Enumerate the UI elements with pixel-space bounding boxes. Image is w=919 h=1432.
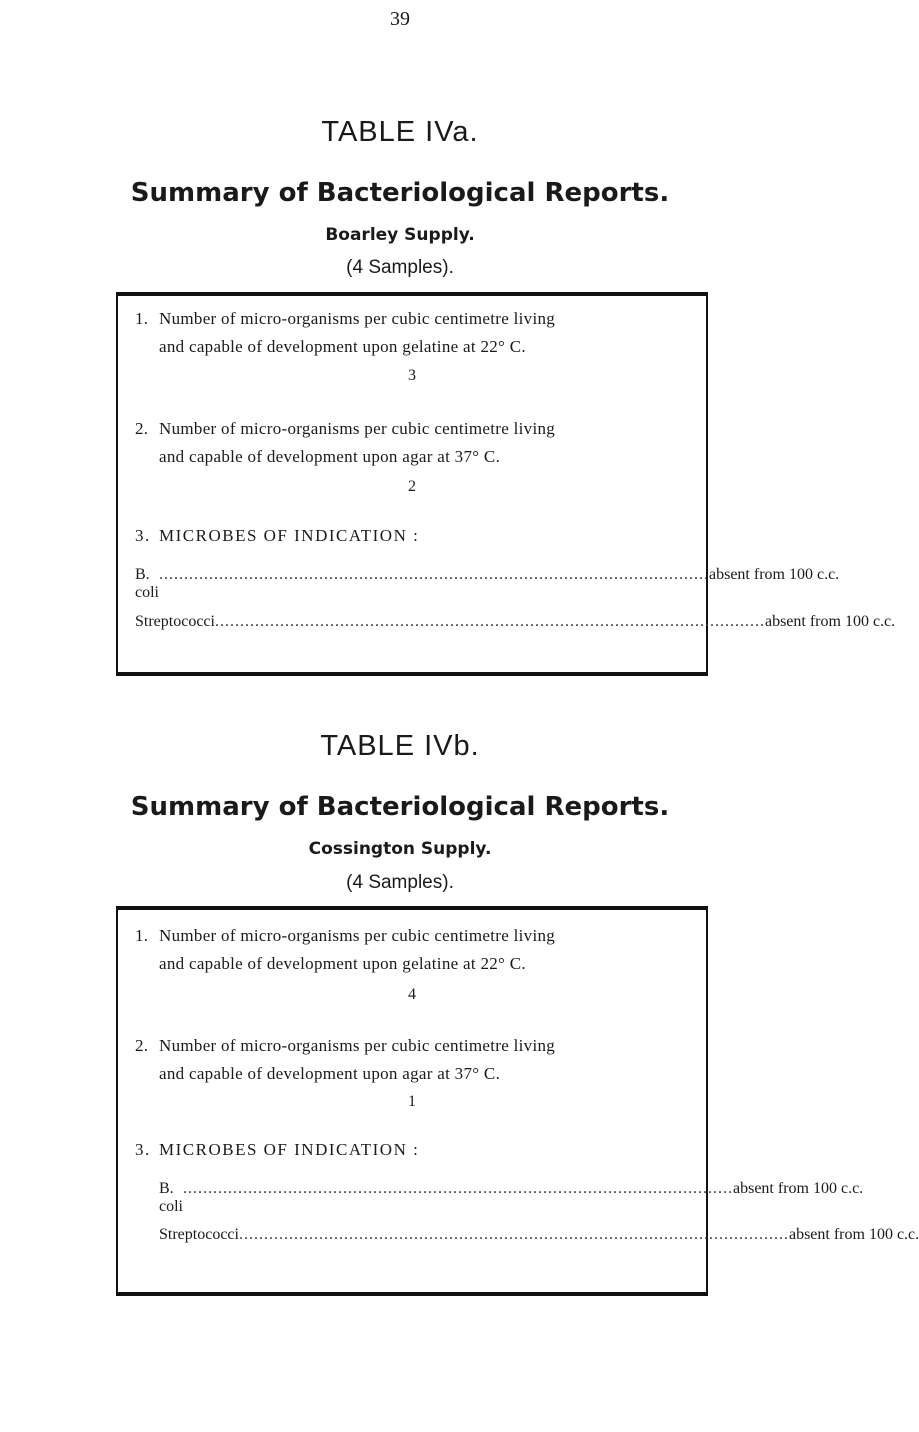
- table-a-microbe-row: [135, 613, 896, 631]
- table-a-item2-number: 2.: [135, 419, 149, 438]
- table-a-item1-line2: and capable of development upon gelatine at 22° C.: [159, 337, 526, 356]
- table-b-title: TABLE IVb.: [320, 730, 480, 762]
- table-a-item2-line1: Number of micro-organisms per cubic centimetre living: [159, 419, 556, 438]
- table-b-item1-value: 4: [408, 986, 416, 1003]
- table-a-item1-value: 3: [408, 367, 416, 384]
- microbe-name: B. coli: [159, 1180, 183, 1215]
- table-b-item2-value: 1: [408, 1093, 416, 1110]
- table-a-supply: Boarley Supply.: [325, 225, 475, 245]
- table-b-microbe-row: [159, 1226, 919, 1244]
- page-number: 39: [390, 8, 410, 30]
- leader-dots: ..............................................................................................................: [183, 1180, 733, 1197]
- table-b-item2-line2: and capable of development upon agar at 37° C.: [159, 1064, 501, 1083]
- table-a-item1-line1: Number of micro-organisms per cubic centimetre living: [159, 309, 556, 328]
- microbe-result: absent from 100 c.c.: [764, 613, 896, 630]
- table-a-microbes-heading: MICROBES OF INDICATION :: [159, 526, 420, 545]
- table-b-item1-number: 1.: [135, 926, 149, 945]
- table-b-supply: Cossington Supply.: [308, 839, 492, 859]
- table-b-microbes-heading: MICROBES OF INDICATION :: [159, 1140, 420, 1159]
- microbe-name: Streptococci: [135, 613, 215, 630]
- leader-dots: ..............................................................................................................: [214, 613, 765, 630]
- leader-dots: ..............................................................................................................: [238, 1226, 789, 1243]
- table-a-item2-value: 2: [408, 478, 416, 495]
- table-a-samples: (4 Samples).: [346, 257, 454, 278]
- table-a-microbe-row: [135, 566, 840, 602]
- table-a-item3-number: 3.: [135, 526, 151, 545]
- microbe-result: absent from 100 c.c.: [733, 1180, 864, 1197]
- table-b-item1-line2: and capable of development upon gelatine at 22° C.: [159, 954, 526, 973]
- table-b-item3-number: 3.: [135, 1140, 151, 1159]
- table-a-title: TABLE IVa.: [321, 116, 479, 148]
- table-b-item1-line1: Number of micro-organisms per cubic centimetre living: [159, 926, 556, 945]
- table-a-summary: Summary of Bacteriological Reports.: [130, 178, 670, 208]
- microbe-result: absent from 100 c.c.: [788, 1226, 919, 1243]
- table-a-item1-number: 1.: [135, 309, 149, 328]
- microbe-name: Streptococci: [159, 1226, 239, 1243]
- microbe-result: absent from 100 c.c.: [709, 566, 840, 583]
- table-b-microbe-row: [159, 1180, 864, 1216]
- table-a-item2-line2: and capable of development upon agar at 37° C.: [159, 447, 501, 466]
- table-b-summary: Summary of Bacteriological Reports.: [130, 792, 670, 822]
- table-b-item2-number: 2.: [135, 1036, 149, 1055]
- microbe-name: B. coli: [135, 566, 159, 601]
- leader-dots: ..............................................................................................................: [159, 566, 709, 583]
- table-b-item2-line1: Number of micro-organisms per cubic centimetre living: [159, 1036, 556, 1055]
- table-b-samples: (4 Samples).: [346, 872, 454, 893]
